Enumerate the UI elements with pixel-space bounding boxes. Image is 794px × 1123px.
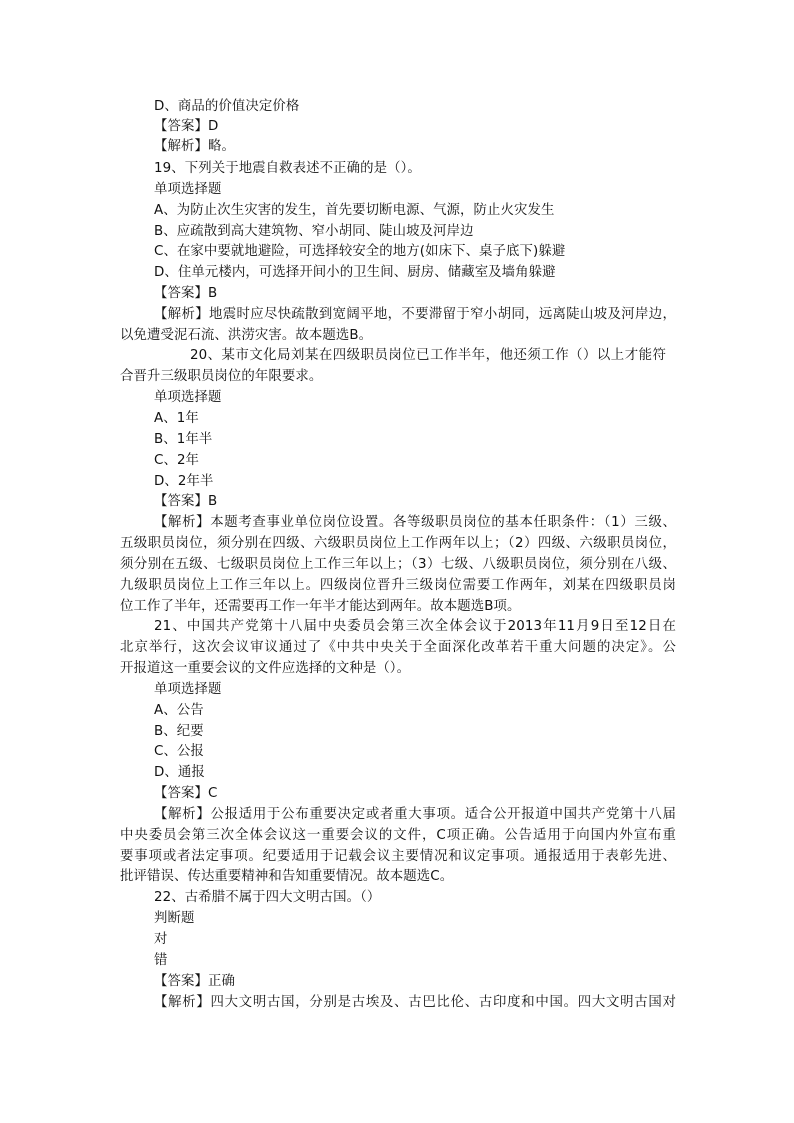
option-d-q20: D、2年半 bbox=[154, 474, 214, 489]
analysis-q20-line4: 九级职员岗位上工作三年以上。四级岗位晋升三级岗位需要工作两年，刘某在四级职员岗 bbox=[120, 578, 676, 593]
answer-q18: 【答案】D bbox=[154, 119, 219, 134]
analysis-q20-line5: 位工作了半年，还需要再工作一年半才能达到两年。故本题选B项。 bbox=[120, 599, 521, 614]
option-b-q21: B、纪要 bbox=[154, 724, 204, 739]
option-c-q19: C、在家中要就地避险，可选择较安全的地方(如床下、桌子底下)躲避 bbox=[154, 244, 566, 259]
answer-q20: 【答案】B bbox=[154, 494, 218, 509]
question-21-line3: 开报道这一重要会议的文件应选择的文种是（）。 bbox=[120, 661, 411, 676]
analysis-q20-line2: 五级职员岗位，须分别在四级、六级职员岗位上工作两年以上；（2）四级、六级职员岗位， bbox=[120, 536, 676, 551]
analysis-q21-line4: 批评错误、传达重要精神和告知重要情况。故本题选C。 bbox=[120, 869, 454, 884]
option-a-q21: A、公告 bbox=[154, 703, 204, 718]
analysis-q20-line3: 须分别在五级、七级职员岗位上工作三年以上；（3）七级、八级职员岗位，须分别在八级、 bbox=[120, 557, 676, 572]
analysis-q20-line1: 【解析】本题考查事业单位岗位设置。各等级职员岗位的基本任职条件：（1）三级、 bbox=[154, 515, 676, 530]
analysis-q18: 【解析】略。 bbox=[154, 139, 235, 154]
analysis-q21-line2: 中央委员会第三次全体会议这一重要会议的文件，C项正确。公告适用于向国内外宣布重 bbox=[120, 828, 676, 843]
question-type-q19: 单项选择题 bbox=[154, 182, 222, 197]
question-22: 22、古希腊不属于四大文明古国。（） bbox=[154, 890, 381, 905]
question-19: 19、下列关于地震自救表述不正确的是（）。 bbox=[154, 161, 421, 176]
option-d-q19: D、住单元楼内，可选择开间小的卫生间、厨房、储藏室及墙角躲避 bbox=[154, 265, 556, 280]
option-false-q22: 错 bbox=[154, 953, 168, 968]
question-type-q21: 单项选择题 bbox=[154, 682, 222, 697]
answer-q19: 【答案】B bbox=[154, 286, 218, 301]
question-type-q20: 单项选择题 bbox=[154, 390, 222, 405]
answer-q21: 【答案】C bbox=[154, 786, 218, 801]
analysis-q19-line1: 【解析】地震时应尽快疏散到宽阔平地，不要滞留于窄小胡同，远离陡山坡及河岸边， bbox=[154, 307, 676, 322]
option-d-q21: D、通报 bbox=[154, 765, 205, 780]
analysis-q21-line1: 【解析】公报适用于公布重要决定或者重大事项。适合公开报道中国共产党第十八届 bbox=[154, 807, 676, 822]
option-c-q20: C、2年 bbox=[154, 453, 200, 468]
answer-q22: 【答案】正确 bbox=[154, 974, 235, 989]
option-a-q19: A、为防止次生灾害的发生，首先要切断电源、气源，防止火灾发生 bbox=[154, 203, 555, 218]
question-type-q22: 判断题 bbox=[154, 911, 195, 926]
question-20-line2: 合晋升三级职员岗位的年限要求。 bbox=[120, 369, 323, 384]
option-b-q20: B、1年半 bbox=[154, 432, 213, 447]
option-d-q18: D、商品的价值决定价格 bbox=[154, 99, 300, 114]
question-21-line2: 北京举行，这次会议审议通过了《中共中央关于全面深化改革若干重大问题的决定》。公 bbox=[120, 640, 676, 655]
option-b-q19: B、应疏散到高大建筑物、窄小胡同、陡山坡及河岸边 bbox=[154, 224, 474, 239]
option-c-q21: C、公报 bbox=[154, 744, 204, 759]
analysis-q21-line3: 要事项或者法定事项。纪要适用于记载会议主要情况和议定事项。通报适用于表彰先进、 bbox=[120, 849, 676, 864]
question-20-line1: 20、某市文化局刘某在四级职员岗位已工作半年，他还须工作（）以上才能符 bbox=[190, 348, 666, 363]
analysis-q19-line2: 以免遭受泥石流、洪涝灾害。故本题选B。 bbox=[120, 328, 373, 343]
option-a-q20: A、1年 bbox=[154, 411, 199, 426]
question-21-line1: 21、中国共产党第十八届中央委员会第三次全体会议于2013年11月9日至12日在 bbox=[154, 619, 676, 634]
analysis-q22-line1: 【解析】四大文明古国，分别是古埃及、古巴比伦、古印度和中国。四大文明古国对 bbox=[154, 995, 676, 1010]
option-true-q22: 对 bbox=[154, 932, 168, 947]
